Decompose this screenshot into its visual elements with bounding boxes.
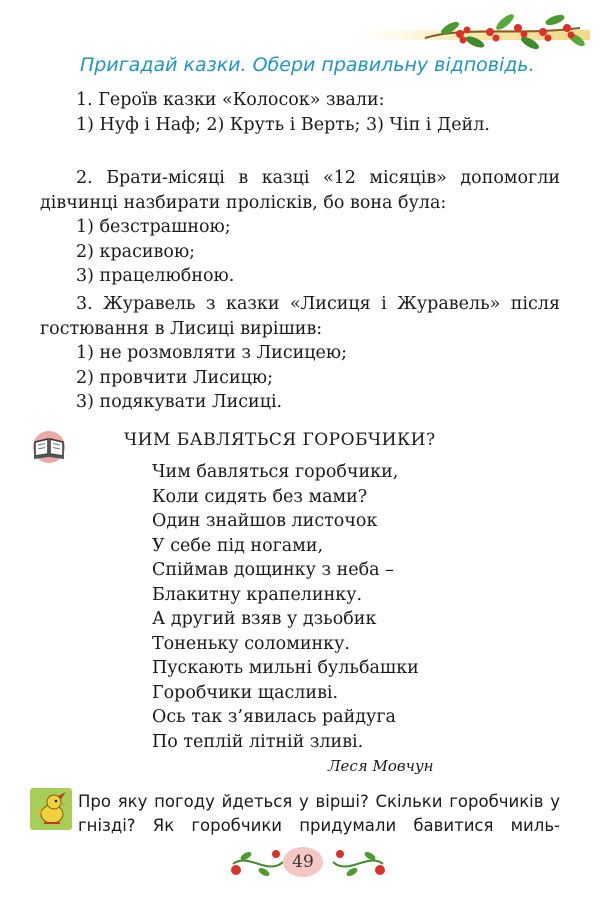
floral-ornament-icon	[355, 8, 590, 56]
poem-line: Горобчики щасливі.	[152, 682, 339, 703]
page-number: 49	[283, 847, 323, 877]
task-instruction: Пригадай казки. Обери правильну відповідь.	[80, 54, 535, 76]
poem-line: Коли сидять без мами?	[152, 486, 368, 507]
question-1-text: 1. Героїв казки «Колосок» звали:	[76, 90, 385, 110]
question-3-text: 3. Журавель з казки «Лисиця і Журавель» після гостювання в Лисиці вирішив:	[40, 294, 560, 339]
question-2-text: 2. Брати-місяці в казці «12 місяців» допомогли дівчинці назбирати пролісків, бо вона була:	[40, 168, 560, 213]
poem-line: Один знайшов листочок	[152, 511, 378, 531]
poem-line: А другий взяв у дзьобик	[152, 609, 377, 629]
question-3-answer-1: 1) не розмовляти з Лисицею;	[76, 343, 348, 363]
poem-line: Спіймав дощинку з неба –	[152, 560, 394, 580]
poem-line: По теплій літній зливі.	[152, 731, 364, 752]
question-3-answer-3: 3) подякувати Лисиці.	[76, 392, 283, 412]
question-2-answer-2: 2) красивою;	[76, 241, 196, 262]
question-2-answer-3: 3) працелюбною.	[76, 266, 235, 286]
poem-body	[152, 460, 419, 754]
book-icon	[30, 430, 68, 464]
poem-author: Леся Мовчун	[328, 757, 434, 775]
bird-icon	[30, 788, 72, 830]
question-1-answers: 1) Нуф і Наф; 2) Круть і Верть; 3) Чіп і Дейл.	[76, 114, 490, 135]
question-1	[40, 88, 560, 137]
question-3-answer-2: 2) провчити Лисицю;	[76, 367, 274, 388]
footer-question: Про яку погоду йдеться у вірші? Скільки горобчиків у гнізді? Як горобчики придумали бавитися миль-	[78, 792, 560, 835]
question-2-answer-1: 1) безстрашною;	[76, 217, 231, 237]
poem-line: Блакитну крапелинку.	[152, 584, 363, 605]
poem-line: Чим бавляться горобчики,	[152, 462, 399, 482]
poem-title: ЧИМ БАВЛЯТЬСЯ ГОРОБЧИКИ?	[124, 430, 436, 450]
poem-line: Тоненьку соломинку.	[152, 633, 350, 654]
poem-line: Пускають мильні бульбашки	[152, 658, 419, 678]
poem-line: У себе під ногами,	[152, 535, 324, 556]
question-2	[40, 166, 560, 289]
question-3	[40, 292, 560, 415]
poem-line: Ось так з’явилась райдуга	[152, 707, 396, 727]
